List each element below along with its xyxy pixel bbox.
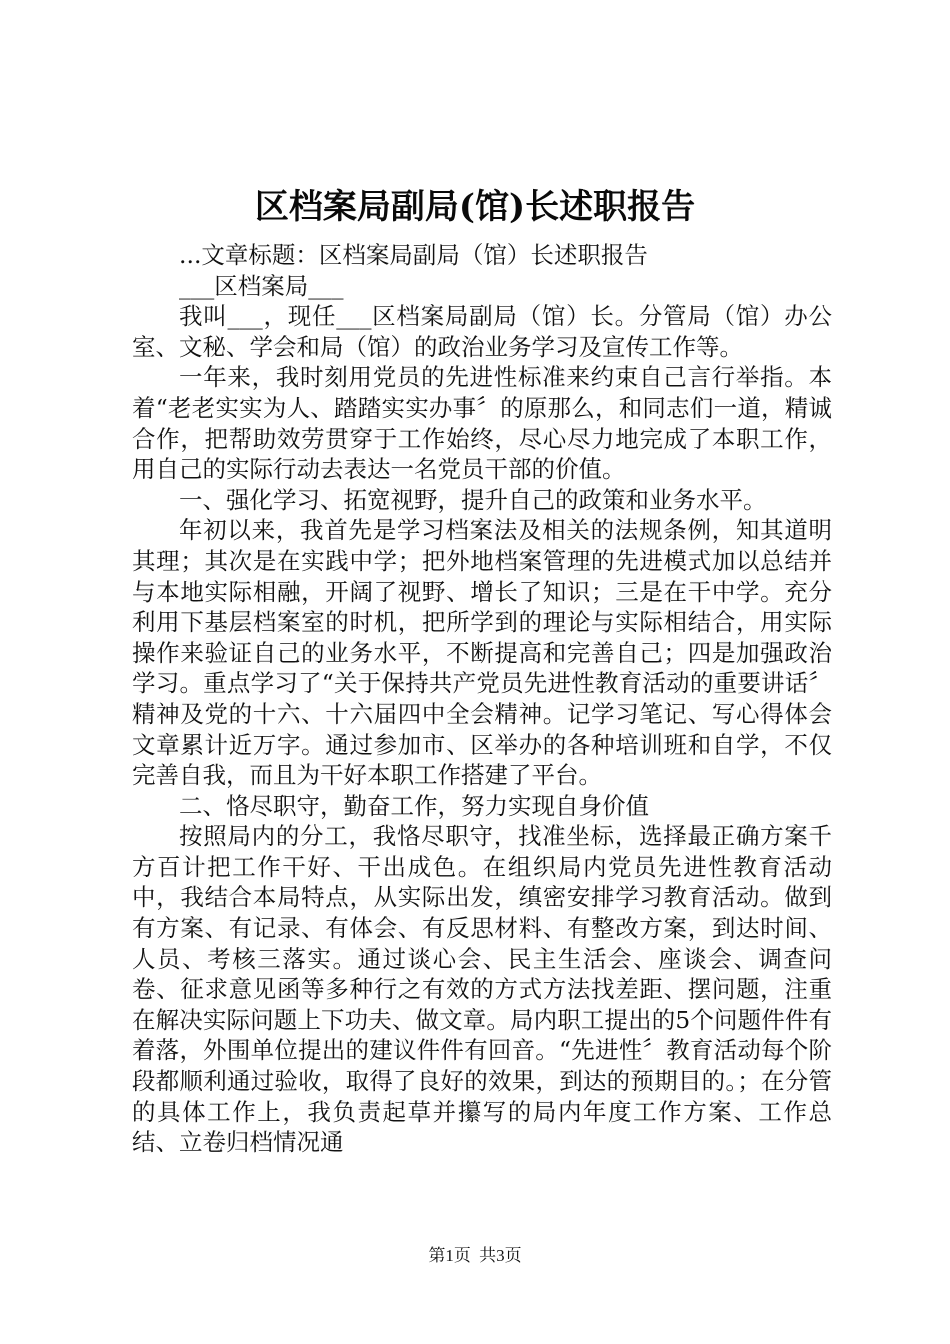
- page-number: 第1页: [428, 1246, 471, 1265]
- document-body: [132, 240, 832, 1158]
- paragraph-introduction: 我叫___，现任___区档案局副局（馆）长。分管局（馆）办公室、文秘、学会和局（馆）的政治业务学习及宣传工作等。: [132, 302, 832, 361]
- page-footer: [0, 1245, 950, 1267]
- page-total: 共3页: [479, 1246, 522, 1265]
- paragraph-overview: 一年来，我时刻用党员的先进性标准来约束自己言行举指。本着“老老实实为人、踏踏实实办事〞的原那么，和同志们一道，精诚合作，把帮助效劳贯穿于工作始终，尽心尽力地完成了本职工作，用自己的实际行动去表达一名党员干部的价值。: [132, 363, 832, 484]
- section-heading-1: 一、强化学习、拓宽视野，提升自己的政策和业务水平。: [179, 485, 767, 514]
- section-heading-2: 二、恪尽职守，勤奋工作，努力实现自身价值: [179, 791, 649, 820]
- document-title: 区档案局副局(馆)长述职报告: [254, 187, 696, 227]
- paragraph-duties: 按照局内的分工，我恪尽职守，找准坐标，选择最正确方案千方百计把工作干好、干出成色。在组织局内党员先进性教育活动中，我结合本局特点，从实际出发，缜密安排学习教育活动。做到有方案、有记录、有体会、有反思材料、有整改方案，到达时间、人员、考核三落实。通过谈心会、民主生活会、座谈会、调查问卷、征求意见函等多种行之有效的方式方法找差距、摆问题，注重在解决实际问题上下功夫、做文章。局内职工提出的5个问题件件有着落，外围单位提出的建议件件有回音。“先进性〞教育活动每个阶段都顺利通过验收，取得了良好的效果，到达的预期目的。；在分管的具体工作上，我负责起草并攥写的局内年度工作方案、工作总结、立卷归档情况通: [132, 822, 832, 1157]
- article-title-line: ...文章标题：区档案局副局（馆）长述职报告: [179, 241, 648, 269]
- paragraph-study: 年初以来，我首先是学习档案法及相关的法规条例，知其道明其理；其次是在实践中学；把外地档案管理的先进模式加以总结并与本地实际相融，开阔了视野、增长了知识；三是在干中学。充分利用下基层档案室的时机，把所学到的理论与实际相结合，用实际操作来验证自己的业务水平，不断提高和完善自己；四是加强政治学习。重点学习了“关于保持共产党员先进性教育活动的重要讲话〞精神及党的十六、十六届四中全会精神。记学习笔记、写心得体会文章累计近万字。通过参加市、区举办的各种培训班和自学，不仅完善自我，而且为干好本职工作搭建了平台。: [132, 516, 832, 790]
- organization-line: ___区档案局___: [179, 271, 344, 300]
